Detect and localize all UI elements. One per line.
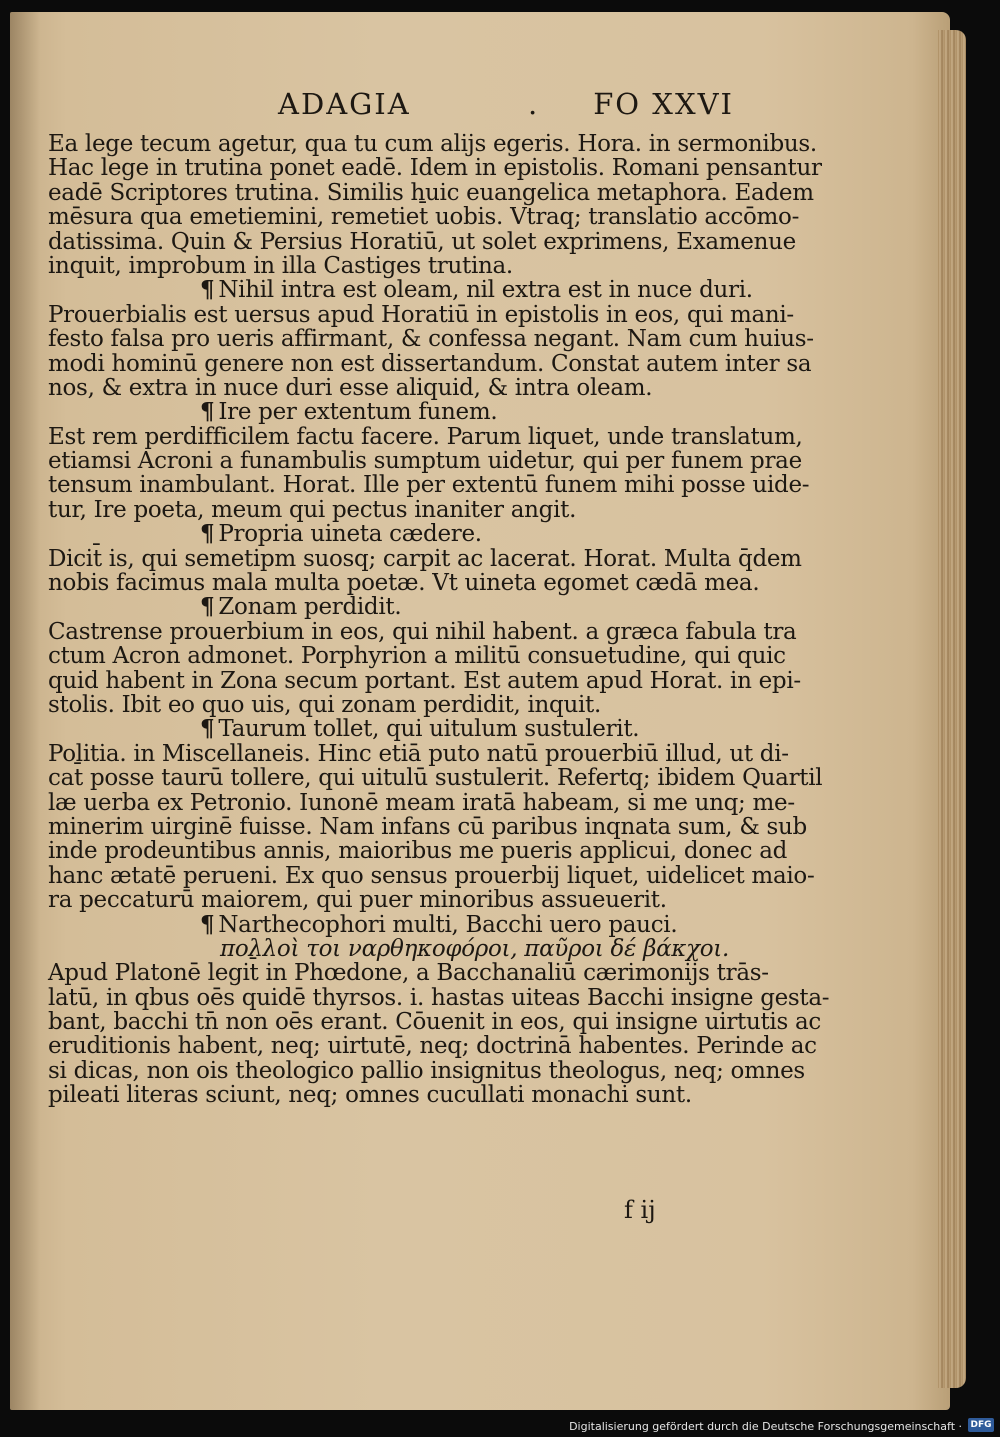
text-line: ctum Acron admonet. Porphyrion a militū consuetudine, qui quic — [48, 643, 786, 670]
dfg-logo[interactable]: DFG — [968, 1418, 994, 1432]
text-line: stolis. Ibit eo quo uis, qui zonam perdidit, inquit. — [48, 691, 601, 718]
text-line: Ea lege tecum agetur, qua tu cum alijs egeris. Hora. in sermonibus. — [48, 131, 817, 157]
text-line: bant, bacchi tn̄ non oēs erant. Cōuenit in eos, qui insigne uirtutis ac — [48, 1009, 821, 1036]
text-line: mēsura qua emetiemini, remetiet̄ uobis. Vtraq; translatio accōmo- — [48, 204, 800, 231]
text-line: ra peccaturū maiorem, qui puer minoribus assueuerit. — [48, 887, 667, 914]
greek-quotation: πολλοὶ τοι ναρθηκοφόροι, παῦροι δέ βάκχοι. — [220, 935, 729, 962]
text-line: cat̄ posse taurū tollere, qui uitulū sustulerit. Refertq; ibidem Quartil — [48, 765, 823, 792]
gutter-shadow — [10, 12, 40, 1410]
text-line: festo falsa pro ueris affirmant, & confessa negant. Nam cum huius- — [48, 326, 814, 353]
running-title: ADAGIA — [278, 87, 411, 121]
text-line: si dicas, non ois theologico pallio insignitus theologus, neq; omnes — [48, 1057, 805, 1084]
text-block — [48, 87, 830, 1109]
text-line: nobis facimus mala multa poetæ. Vt uineta egomet cædā mea. — [48, 570, 760, 597]
adage-heading: ¶ Ire per extentum funem. — [200, 398, 498, 426]
running-header — [48, 87, 734, 132]
pilcrow-icon: ¶ — [200, 520, 215, 548]
text-line: eadē Scriptores trutina. Similis huic euangelica metaphora. Eadem — [48, 179, 814, 206]
text-line: nos, & extra in nuce duri esse aliquid, & intra oleam. — [48, 374, 653, 401]
pilcrow-icon: ¶ — [200, 715, 215, 743]
text-line: Est rem perdifficilem factu facere. Parum liquet, unde translatum, — [48, 423, 803, 450]
adage-heading: ¶ Narthecophori multi, Bacchi uero pauci. — [200, 910, 678, 938]
text-line: inde prodeuntibus annis, maioribus me pueris applicui, donec ad — [48, 838, 788, 865]
text-line: Apud Platonē legit̄ in Phœdone, a Bacchanaliū cærimonijs trās- — [48, 960, 769, 987]
text-line: Politia. in Miscellaneis. Hinc etiā puto natū prouerbiū illud, ut di- — [48, 740, 789, 767]
signature-mark: f ij — [624, 1196, 656, 1224]
header-separator: . — [528, 87, 540, 121]
text-line: datissima. Quin & Persius Horatiū, ut solet exprimens, Examenue — [48, 228, 796, 255]
pilcrow-icon: ¶ — [200, 398, 215, 426]
text-line: tensum inambulant. Horat. Ille per extentū funem mihi posse uide- — [48, 472, 810, 499]
adage-heading: ¶ Taurum tollet, qui uitulum sustulerit. — [200, 715, 640, 743]
text-line: minerim uirginē fuisse. Nam infans cū paribus inqnata sum, & sub — [48, 813, 807, 840]
text-line: modi hominū genere non est dissertandum. Constat autem inter sa — [48, 350, 812, 377]
pilcrow-icon: ¶ — [200, 593, 215, 621]
footer-bar — [0, 1412, 1000, 1437]
text-line: Dicit̄ is, qui semetipm suosq; carpit ac lacerat. Horat. Multa q̄dem — [48, 545, 802, 572]
adage-heading: ¶ Propria uineta cædere. — [200, 520, 482, 548]
adage-heading: ¶ Nihil intra est oleam, nil extra est in nuce duri. — [200, 276, 753, 304]
text-line: pileati literas sciunt, neq; omnes cucullati monachi sunt. — [48, 1082, 692, 1109]
text-line: eruditionis habent, neq; uirtutē, neq; doctrinā habentes. Perinde ac — [48, 1033, 817, 1060]
text-line: inquit, improbum in illa Castiges trutina. — [48, 252, 513, 279]
folio-number: FO XXVI — [593, 87, 734, 121]
page-edges — [938, 30, 966, 1388]
text-line: læ uerba ex Petronio. Iunonē meam iratā habeam, si me unq; me- — [48, 789, 795, 816]
funding-credit: Digitalisierung gefördert durch die Deutsche Forschungsgemeinschaft · — [569, 1420, 962, 1433]
text-line: latū, in qbus oēs quidē thyrsos. i. hastas uiteas Bacchi insigne gesta- — [48, 984, 830, 1011]
text-line: etiamsi Acroni a funambulis sumptum uidetur, qui per funem prae — [48, 448, 802, 475]
text-line: Castrense prouerbium in eos, qui nihil habent. a græca fabula tra — [48, 618, 797, 645]
pilcrow-icon: ¶ — [200, 276, 215, 304]
text-line: Hac lege in trutina ponet eadē. Idem in epistolis. Romani pensantur — [48, 155, 822, 182]
text-line: hanc ætatē perueni. Ex quo sensus prouerbij liquet, uidelicet maio- — [48, 862, 815, 889]
text-line: tur, Ire poeta, meum qui pectus inaniter angit. — [48, 496, 577, 523]
pilcrow-icon: ¶ — [200, 910, 215, 938]
text-line: Prouerbialis est uersus apud Horatiū in epistolis in eos, qui mani- — [48, 301, 794, 328]
adage-heading: ¶ Zonam perdidit. — [200, 593, 402, 621]
text-line: quid habent in Zona secum portant. Est autem apud Horat. in epi- — [48, 667, 801, 694]
